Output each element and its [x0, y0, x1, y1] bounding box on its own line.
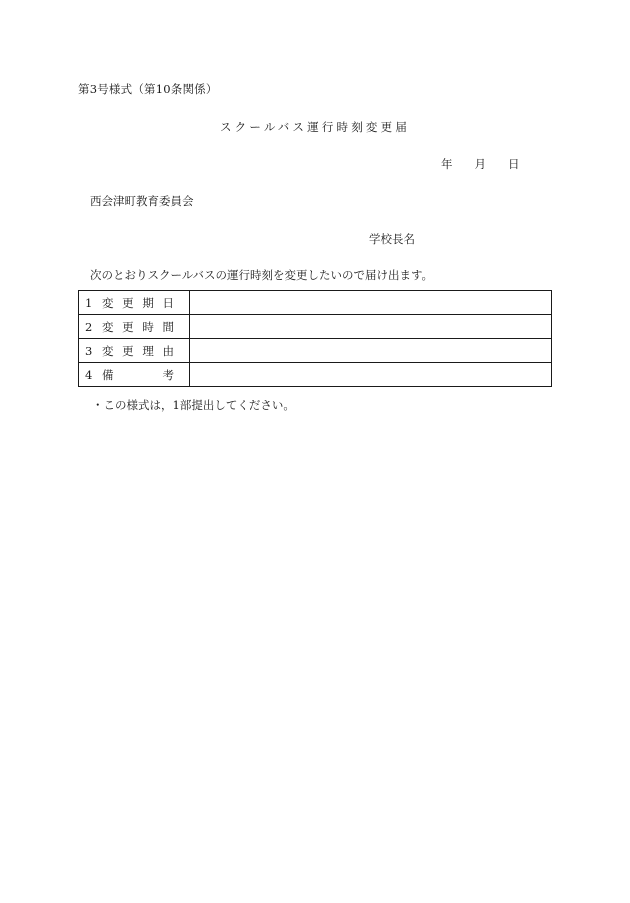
row-label-text: 備 考 [102, 367, 174, 382]
document-title: スクールバス運行時刻変更届 [219, 120, 411, 134]
row-label-text: 変更時間 [102, 319, 174, 334]
row-number: 2 [85, 319, 93, 334]
row-label-text: 変更期日 [102, 295, 174, 310]
sender-principal: 学校長名 [369, 232, 415, 246]
form-number: 第3号様式（第10条関係） [78, 82, 218, 96]
addressee: 西会津町教育委員会 [90, 194, 194, 208]
row-number: 4 [85, 367, 93, 382]
date-line [441, 156, 520, 172]
row-label-change-date [79, 291, 190, 315]
date-day: 日 [508, 157, 520, 171]
table-row [79, 291, 552, 315]
change-table [78, 290, 552, 387]
row-label-remarks [79, 363, 190, 387]
row-label-change-reason [79, 339, 190, 363]
submission-note: ・この様式は，1部提出してください。 [92, 398, 295, 412]
change-reason-field[interactable] [190, 339, 552, 363]
row-label-change-time [79, 315, 190, 339]
row-number: 1 [85, 295, 93, 310]
table-row [79, 315, 552, 339]
change-date-field[interactable] [190, 291, 552, 315]
row-label-text: 変更理由 [102, 343, 174, 358]
date-month: 月 [474, 157, 486, 171]
table-row [79, 363, 552, 387]
row-number: 3 [85, 343, 93, 358]
change-time-field[interactable] [190, 315, 552, 339]
body-text: 次のとおりスクールバスの運行時刻を変更したいので届け出ます。 [90, 268, 434, 282]
date-year: 年 [441, 157, 453, 171]
table-row [79, 339, 552, 363]
remarks-field[interactable] [190, 363, 552, 387]
